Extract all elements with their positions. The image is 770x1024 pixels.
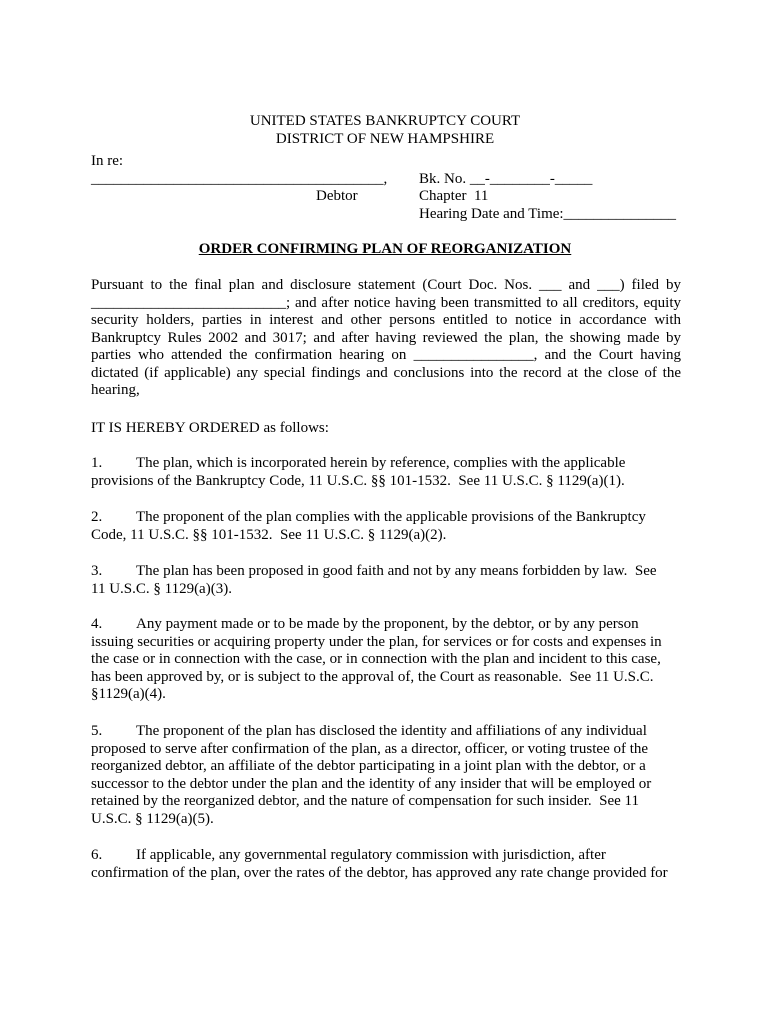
debtor-name-blank: _______________________________________, [91, 171, 388, 187]
item-text: proposed to serve after confirmation of the plan, as a director, officer, or voting trustee of the [91, 740, 649, 757]
item-text: the case or in connection with the case, or in connection with the plan and incident to this case, [91, 651, 661, 667]
hearing-date-time: Hearing Date and Time:_______________ [419, 206, 677, 222]
item-text: Any payment made or to be made by the proponent, by the debtor, or by any person [136, 616, 639, 632]
item-number: 4. [91, 616, 103, 632]
item-text: 11 U.S.C. § 1129(a)(3). [91, 580, 232, 597]
debtor-label: Debtor [316, 188, 358, 204]
intro-line: security holders, parties in interest and other persons entitled to notice in accordance with [91, 312, 681, 328]
item-number: 6. [91, 847, 103, 863]
item-text: The proponent of the plan complies with the applicable provisions of the Bankruptcy [136, 509, 646, 525]
intro-line: hearing, [91, 382, 140, 398]
item-text: retained by the reorganized debtor, and the nature of compensation for such insider. See 11 [91, 793, 639, 809]
ordered-statement: IT IS HEREBY ORDERED as follows: [91, 420, 329, 436]
order-item-5 [91, 723, 681, 828]
chapter-label: Chapter 11 [419, 188, 489, 204]
in-re-label: In re: [91, 153, 124, 169]
intro-line: dictated (if applicable) any special findings and conclusions into the record at the close of the [91, 364, 681, 381]
intro-line: __________________________; and after notice having been transmitted to all creditors, equity [91, 294, 681, 311]
order-item-4 [91, 616, 681, 704]
item-text: issuing securities or acquiring property under the plan, for services or for costs and expenses in [91, 633, 662, 650]
court-district: DISTRICT OF NEW HAMPSHIRE [275, 131, 495, 147]
item-text: Code, 11 U.S.C. §§ 101-1532. See 11 U.S.C. § 1129(a)(2). [91, 526, 447, 543]
item-number: 5. [91, 723, 103, 739]
order-item-6 [91, 847, 681, 882]
intro-line: parties who attended the confirmation hearing on ________________, and the Court having [91, 347, 681, 363]
item-number: 3. [91, 563, 103, 579]
item-text: successor to the debtor under the plan and the identity of any insider that will be employed or [91, 775, 652, 792]
item-text: §1129(a)(4). [91, 686, 166, 702]
item-text: confirmation of the plan, over the rates of the debtor, has approved any rate change provided for [91, 864, 668, 881]
item-text: The proponent of the plan has disclosed the identity and affiliations of any individual [136, 723, 647, 739]
order-item-2 [91, 509, 681, 544]
court-name: UNITED STATES BANKRUPTCY COURT [249, 113, 521, 129]
order-item-1 [91, 455, 681, 490]
case-number: Bk. No. __-________-_____ [419, 171, 593, 187]
item-number: 2. [91, 509, 103, 525]
item-number: 1. [91, 455, 103, 471]
intro-line: Bankruptcy Rules 2002 and 3017; and after having reviewed the plan, the showing made by [91, 329, 681, 346]
intro-paragraph [91, 277, 681, 400]
item-text: The plan, which is incorporated herein by reference, complies with the applicable [136, 455, 626, 471]
item-text: provisions of the Bankruptcy Code, 11 U.S.C. §§ 101-1532. See 11 U.S.C. § 1129(a)(1). [91, 472, 625, 489]
item-text: reorganized debtor, an affiliate of the debtor participating in a joint plan with the debtor, or a [91, 758, 646, 774]
item-text: has been approved by, or is subject to the approval of, the Court as reasonable. See 11 U.S.C. [91, 668, 654, 685]
item-text: The plan has been proposed in good faith and not by any means forbidden by law. See [136, 563, 657, 579]
order-title: ORDER CONFIRMING PLAN OF REORGANIZATION [198, 241, 572, 257]
order-item-3 [91, 563, 681, 598]
item-text: If applicable, any governmental regulatory commission with jurisdiction, after [136, 847, 606, 863]
intro-line: Pursuant to the final plan and disclosure statement (Court Doc. Nos. ___ and ___) filed by [91, 277, 681, 293]
item-text: U.S.C. § 1129(a)(5). [91, 810, 214, 827]
